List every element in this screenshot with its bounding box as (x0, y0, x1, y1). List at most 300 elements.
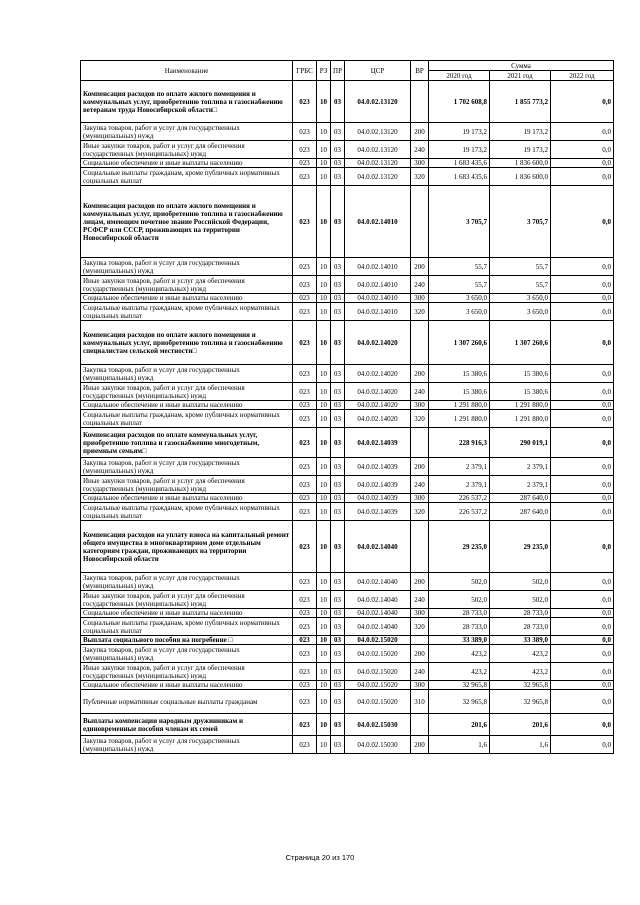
cell-grbs: 023 (293, 141, 317, 159)
cell-vr (411, 428, 429, 458)
cell-name: Компенсация расходов на уплату взноса на капитальный ремонт общего имущества в многоквартирном доме отдельным категориям граждан, проживающих на территории Новосибирской области (81, 521, 293, 573)
cell-rz: 10 (317, 159, 331, 168)
cell-rz: 10 (317, 141, 331, 159)
cell-2022: 0,0 (551, 690, 614, 714)
cell-2022: 0,0 (551, 294, 614, 303)
cell-2022: 0,0 (551, 458, 614, 476)
cell-pr: 03 (331, 618, 345, 636)
table-row (81, 321, 614, 365)
table-row (81, 159, 614, 168)
cell-2022: 0,0 (551, 159, 614, 168)
cell-pr: 03 (331, 645, 345, 663)
table-row (81, 383, 614, 401)
table-row (81, 303, 614, 321)
header-sum: Сумма (429, 61, 614, 71)
cell-csr: 04.0.02.15020 (345, 681, 411, 690)
header-year-2021: 2021 год (490, 71, 551, 81)
cell-grbs: 023 (293, 276, 317, 294)
cell-2020: 3 650,0 (429, 303, 490, 321)
cell-2022: 0,0 (551, 681, 614, 690)
cell-2022: 0,0 (551, 303, 614, 321)
cell-name: Социальное обеспечение и иные выплаты населению (81, 159, 293, 168)
cell-2021: 19 173,2 (490, 141, 551, 159)
cell-2021: 201,6 (490, 714, 551, 736)
table-row (81, 521, 614, 573)
cell-csr: 04.0.02.14040 (345, 521, 411, 573)
cell-grbs: 023 (293, 81, 317, 123)
header-name: Наименование (81, 61, 293, 81)
table-row (81, 636, 614, 645)
cell-2022: 0,0 (551, 503, 614, 521)
cell-rz: 10 (317, 681, 331, 690)
cell-rz: 10 (317, 494, 331, 503)
cell-name: Закупка товаров, работ и услуг для государственных (муниципальных) нужд (81, 258, 293, 276)
cell-grbs: 023 (293, 159, 317, 168)
cell-2020: 32 965,8 (429, 690, 490, 714)
cell-2020: 502,0 (429, 573, 490, 591)
cell-rz: 10 (317, 321, 331, 365)
table-row (81, 186, 614, 258)
table-row (81, 736, 614, 754)
cell-2021: 28 733,0 (490, 618, 551, 636)
cell-grbs: 023 (293, 410, 317, 428)
table-row (81, 690, 614, 714)
header-year-2022: 2022 год (551, 71, 614, 81)
cell-vr: 300 (411, 401, 429, 410)
table-row (81, 618, 614, 636)
cell-csr: 04.0.02.15020 (345, 663, 411, 681)
cell-rz: 10 (317, 294, 331, 303)
header-grbs: ГРБС (293, 61, 317, 81)
cell-2022: 0,0 (551, 609, 614, 618)
cell-grbs: 023 (293, 186, 317, 258)
cell-rz: 10 (317, 476, 331, 494)
table-row (81, 141, 614, 159)
cell-2022: 0,0 (551, 636, 614, 645)
header-vr: ВР (411, 61, 429, 81)
cell-pr: 03 (331, 81, 345, 123)
cell-rz: 10 (317, 365, 331, 383)
cell-csr: 04.0.02.13120 (345, 168, 411, 186)
cell-pr: 03 (331, 663, 345, 681)
cell-rz: 10 (317, 591, 331, 609)
cell-pr: 03 (331, 141, 345, 159)
cell-2021: 2 379,1 (490, 458, 551, 476)
cell-rz: 10 (317, 383, 331, 401)
cell-pr: 03 (331, 294, 345, 303)
cell-vr: 200 (411, 365, 429, 383)
cell-pr: 03 (331, 168, 345, 186)
cell-pr: 03 (331, 458, 345, 476)
cell-csr: 04.0.02.14040 (345, 609, 411, 618)
cell-2021: 15 380,6 (490, 383, 551, 401)
cell-2021: 290 019,1 (490, 428, 551, 458)
cell-csr: 04.0.02.14020 (345, 321, 411, 365)
table-row (81, 401, 614, 410)
cell-csr: 04.0.02.14039 (345, 458, 411, 476)
table-row (81, 663, 614, 681)
cell-2021: 3 650,0 (490, 294, 551, 303)
cell-2022: 0,0 (551, 186, 614, 258)
cell-2021: 15 380,6 (490, 365, 551, 383)
cell-csr: 04.0.02.14010 (345, 303, 411, 321)
cell-2022: 0,0 (551, 168, 614, 186)
cell-csr: 04.0.02.14039 (345, 476, 411, 494)
cell-2020: 55,7 (429, 276, 490, 294)
cell-2021: 2 379,1 (490, 476, 551, 494)
cell-grbs: 023 (293, 168, 317, 186)
cell-rz: 10 (317, 303, 331, 321)
cell-2020: 502,0 (429, 591, 490, 609)
cell-rz: 10 (317, 618, 331, 636)
cell-2020: 1 702 608,8 (429, 81, 490, 123)
cell-grbs: 023 (293, 681, 317, 690)
cell-grbs: 023 (293, 521, 317, 573)
cell-name: Социальное обеспечение и иные выплаты населению (81, 609, 293, 618)
cell-name: Закупка товаров, работ и услуг для государственных (муниципальных) нужд (81, 573, 293, 591)
cell-grbs: 023 (293, 645, 317, 663)
cell-vr (411, 636, 429, 645)
cell-csr: 04.0.02.14039 (345, 428, 411, 458)
cell-csr: 04.0.02.13120 (345, 81, 411, 123)
cell-2021: 28 733,0 (490, 609, 551, 618)
cell-grbs: 023 (293, 690, 317, 714)
cell-pr: 03 (331, 401, 345, 410)
table-row (81, 609, 614, 618)
cell-vr (411, 186, 429, 258)
cell-2021: 29 235,0 (490, 521, 551, 573)
cell-grbs: 023 (293, 365, 317, 383)
cell-pr: 03 (331, 476, 345, 494)
cell-name: Социальное обеспечение и иные выплаты населению (81, 401, 293, 410)
table-row (81, 276, 614, 294)
cell-rz: 10 (317, 401, 331, 410)
table-row (81, 476, 614, 494)
header-rz: РЗ (317, 61, 331, 81)
cell-2021: 423,2 (490, 645, 551, 663)
cell-grbs: 023 (293, 503, 317, 521)
cell-grbs: 023 (293, 636, 317, 645)
cell-csr: 04.0.02.15030 (345, 736, 411, 754)
cell-pr: 03 (331, 573, 345, 591)
cell-name: Иные закупки товаров, работ и услуг для обеспечения государственных (муниципальных) нужд (81, 591, 293, 609)
cell-2020: 3 705,7 (429, 186, 490, 258)
table-row (81, 714, 614, 736)
cell-2021: 287 640,0 (490, 503, 551, 521)
cell-vr: 300 (411, 609, 429, 618)
cell-vr: 200 (411, 573, 429, 591)
cell-rz: 10 (317, 410, 331, 428)
table-row (81, 591, 614, 609)
cell-2020: 29 235,0 (429, 521, 490, 573)
cell-pr: 03 (331, 736, 345, 754)
cell-name: Закупка товаров, работ и услуг для государственных (муниципальных) нужд (81, 458, 293, 476)
cell-csr: 04.0.02.14020 (345, 383, 411, 401)
cell-grbs: 023 (293, 383, 317, 401)
cell-pr: 03 (331, 714, 345, 736)
cell-2021: 55,7 (490, 276, 551, 294)
cell-vr: 240 (411, 476, 429, 494)
cell-2020: 1 291 880,0 (429, 401, 490, 410)
cell-vr: 320 (411, 618, 429, 636)
cell-vr: 320 (411, 410, 429, 428)
cell-rz: 10 (317, 276, 331, 294)
cell-2021: 19 173,2 (490, 123, 551, 141)
budget-page (80, 60, 613, 754)
cell-grbs: 023 (293, 663, 317, 681)
cell-csr: 04.0.02.15020 (345, 690, 411, 714)
cell-rz: 10 (317, 573, 331, 591)
cell-rz: 10 (317, 663, 331, 681)
cell-csr: 04.0.02.14039 (345, 494, 411, 503)
cell-2021: 1 836 600,0 (490, 168, 551, 186)
cell-vr: 240 (411, 276, 429, 294)
cell-2022: 0,0 (551, 428, 614, 458)
cell-grbs: 023 (293, 294, 317, 303)
cell-2022: 0,0 (551, 476, 614, 494)
cell-vr: 240 (411, 591, 429, 609)
cell-grbs: 023 (293, 573, 317, 591)
cell-vr: 240 (411, 141, 429, 159)
cell-csr: 04.0.02.13120 (345, 159, 411, 168)
cell-vr: 300 (411, 159, 429, 168)
cell-rz: 10 (317, 645, 331, 663)
cell-2022: 0,0 (551, 521, 614, 573)
cell-vr: 320 (411, 168, 429, 186)
cell-2021: 1,6 (490, 736, 551, 754)
cell-vr: 200 (411, 123, 429, 141)
cell-vr: 200 (411, 258, 429, 276)
cell-2021: 32 965,8 (490, 690, 551, 714)
cell-grbs: 023 (293, 123, 317, 141)
cell-csr: 04.0.02.14010 (345, 186, 411, 258)
cell-csr: 04.0.02.14040 (345, 618, 411, 636)
cell-vr (411, 321, 429, 365)
cell-2022: 0,0 (551, 123, 614, 141)
cell-csr: 04.0.02.14010 (345, 294, 411, 303)
cell-rz: 10 (317, 636, 331, 645)
cell-2020: 228 916,3 (429, 428, 490, 458)
table-row (81, 503, 614, 521)
cell-vr (411, 81, 429, 123)
cell-2021: 1 307 260,6 (490, 321, 551, 365)
cell-pr: 03 (331, 383, 345, 401)
cell-pr: 03 (331, 591, 345, 609)
cell-2020: 19 173,2 (429, 123, 490, 141)
cell-2020: 2 379,1 (429, 476, 490, 494)
cell-pr: 03 (331, 609, 345, 618)
cell-name: Социальные выплаты гражданам, кроме публичных нормативных социальных выплат (81, 303, 293, 321)
cell-2020: 1 307 260,6 (429, 321, 490, 365)
table-row (81, 458, 614, 476)
cell-2020: 15 380,6 (429, 383, 490, 401)
cell-2020: 226 537,2 (429, 494, 490, 503)
cell-rz: 10 (317, 690, 331, 714)
cell-grbs: 023 (293, 476, 317, 494)
cell-2021: 3 650,0 (490, 303, 551, 321)
table-row (81, 258, 614, 276)
cell-vr: 320 (411, 503, 429, 521)
cell-rz: 10 (317, 428, 331, 458)
cell-name: Иные закупки товаров, работ и услуг для обеспечения государственных (муниципальных) нужд (81, 476, 293, 494)
cell-2020: 33 389,0 (429, 636, 490, 645)
cell-2020: 201,6 (429, 714, 490, 736)
cell-csr: 04.0.02.14020 (345, 365, 411, 383)
cell-pr: 03 (331, 521, 345, 573)
cell-2020: 3 650,0 (429, 294, 490, 303)
cell-name: Закупка товаров, работ и услуг для государственных (муниципальных) нужд (81, 645, 293, 663)
cell-name: Компенсация расходов по оплате жилого помещения и коммунальных услуг, приобретению топлива и газоснабжению специалистам сельской местности□ (81, 321, 293, 365)
cell-pr: 03 (331, 681, 345, 690)
cell-2022: 0,0 (551, 401, 614, 410)
cell-rz: 10 (317, 503, 331, 521)
cell-vr: 300 (411, 681, 429, 690)
cell-name: Публичные нормативные социальные выплаты гражданам (81, 690, 293, 714)
cell-grbs: 023 (293, 494, 317, 503)
cell-grbs: 023 (293, 714, 317, 736)
cell-pr: 03 (331, 428, 345, 458)
cell-vr: 300 (411, 294, 429, 303)
cell-2022: 0,0 (551, 736, 614, 754)
cell-vr: 300 (411, 494, 429, 503)
cell-rz: 10 (317, 521, 331, 573)
cell-grbs: 023 (293, 303, 317, 321)
cell-name: Социальные выплаты гражданам, кроме публичных нормативных социальных выплат (81, 168, 293, 186)
cell-name: Социальные выплаты гражданам, кроме публичных нормативных социальных выплат (81, 410, 293, 428)
cell-vr: 240 (411, 383, 429, 401)
cell-name: Социальное обеспечение и иные выплаты населению (81, 294, 293, 303)
budget-table (80, 60, 614, 754)
cell-pr: 03 (331, 123, 345, 141)
cell-name: Иные закупки товаров, работ и услуг для обеспечения государственных (муниципальных) нужд (81, 663, 293, 681)
cell-rz: 10 (317, 458, 331, 476)
table-row (81, 494, 614, 503)
cell-2020: 28 733,0 (429, 618, 490, 636)
cell-pr: 03 (331, 690, 345, 714)
cell-grbs: 023 (293, 458, 317, 476)
cell-2020: 423,2 (429, 645, 490, 663)
cell-csr: 04.0.02.13120 (345, 123, 411, 141)
table-row (81, 573, 614, 591)
cell-pr: 03 (331, 494, 345, 503)
table-row (81, 123, 614, 141)
cell-2021: 3 705,7 (490, 186, 551, 258)
cell-grbs: 023 (293, 591, 317, 609)
cell-2021: 1 855 773,2 (490, 81, 551, 123)
table-row (81, 294, 614, 303)
cell-vr (411, 714, 429, 736)
cell-2021: 1 291 880,0 (490, 410, 551, 428)
cell-name: Выплаты компенсации народным дружинникам и единовременные пособия членам их семей (81, 714, 293, 736)
cell-2022: 0,0 (551, 258, 614, 276)
cell-grbs: 023 (293, 609, 317, 618)
cell-2020: 1 683 435,6 (429, 168, 490, 186)
cell-2022: 0,0 (551, 410, 614, 428)
cell-rz: 10 (317, 123, 331, 141)
cell-vr: 200 (411, 645, 429, 663)
cell-csr: 04.0.02.14040 (345, 573, 411, 591)
cell-grbs: 023 (293, 258, 317, 276)
cell-pr: 03 (331, 503, 345, 521)
cell-pr: 03 (331, 159, 345, 168)
cell-2021: 423,2 (490, 663, 551, 681)
cell-2020: 19 173,2 (429, 141, 490, 159)
cell-grbs: 023 (293, 401, 317, 410)
cell-csr: 04.0.02.14010 (345, 258, 411, 276)
cell-rz: 10 (317, 168, 331, 186)
cell-rz: 10 (317, 81, 331, 123)
cell-2022: 0,0 (551, 494, 614, 503)
cell-name: Компенсация расходов по оплате жилого помещения и коммунальных услуг, приобретению топлива и газоснабжению лицам, имеющим почетное звание Российской Федерации, РСФСР или СССР, проживающих на территории Новосибирской области (81, 186, 293, 258)
cell-2020: 28 733,0 (429, 609, 490, 618)
cell-2022: 0,0 (551, 591, 614, 609)
header-year-2020: 2020 год (429, 71, 490, 81)
cell-2020: 15 380,6 (429, 365, 490, 383)
cell-2022: 0,0 (551, 714, 614, 736)
table-row (81, 428, 614, 458)
table-row (81, 81, 614, 123)
cell-grbs: 023 (293, 618, 317, 636)
cell-2021: 502,0 (490, 591, 551, 609)
table-row (81, 645, 614, 663)
cell-2020: 55,7 (429, 258, 490, 276)
cell-vr: 310 (411, 690, 429, 714)
cell-2022: 0,0 (551, 645, 614, 663)
cell-2020: 2 379,1 (429, 458, 490, 476)
cell-pr: 03 (331, 321, 345, 365)
table-row (81, 681, 614, 690)
cell-rz: 10 (317, 609, 331, 618)
cell-vr: 320 (411, 303, 429, 321)
cell-2022: 0,0 (551, 365, 614, 383)
cell-rz: 10 (317, 736, 331, 754)
cell-name: Социальные выплаты гражданам, кроме публичных нормативных социальных выплат (81, 503, 293, 521)
table-row (81, 168, 614, 186)
cell-csr: 04.0.02.15020 (345, 645, 411, 663)
cell-name: Социальное обеспечение и иные выплаты населению (81, 494, 293, 503)
header-csr: ЦСР (345, 61, 411, 81)
cell-csr: 04.0.02.14039 (345, 503, 411, 521)
table-body (81, 81, 614, 754)
cell-2022: 0,0 (551, 321, 614, 365)
cell-2022: 0,0 (551, 141, 614, 159)
cell-name: Закупка товаров, работ и услуг для государственных (муниципальных) нужд (81, 123, 293, 141)
cell-2021: 55,7 (490, 258, 551, 276)
cell-2022: 0,0 (551, 573, 614, 591)
cell-name: Социальные выплаты гражданам, кроме публичных нормативных социальных выплат (81, 618, 293, 636)
cell-2022: 0,0 (551, 81, 614, 123)
cell-pr: 03 (331, 303, 345, 321)
cell-2020: 32 965,8 (429, 681, 490, 690)
cell-name: Закупка товаров, работ и услуг для государственных (муниципальных) нужд (81, 736, 293, 754)
cell-name: Иные закупки товаров, работ и услуг для обеспечения государственных (муниципальных) нужд (81, 276, 293, 294)
cell-vr: 200 (411, 736, 429, 754)
cell-pr: 03 (331, 276, 345, 294)
cell-2020: 1 683 435,6 (429, 159, 490, 168)
page-footer: Страница 20 из 170 (285, 853, 355, 862)
cell-2022: 0,0 (551, 618, 614, 636)
cell-2021: 502,0 (490, 573, 551, 591)
cell-pr: 03 (331, 186, 345, 258)
cell-2021: 1 291 880,0 (490, 401, 551, 410)
cell-2020: 1,6 (429, 736, 490, 754)
cell-2021: 287 640,0 (490, 494, 551, 503)
cell-2020: 226 537,2 (429, 503, 490, 521)
cell-name: Иные закупки товаров, работ и услуг для обеспечения государственных (муниципальных) нужд (81, 141, 293, 159)
cell-name: Социальное обеспечение и иные выплаты населению (81, 681, 293, 690)
cell-csr: 04.0.02.14040 (345, 591, 411, 609)
cell-csr: 04.0.02.15030 (345, 714, 411, 736)
